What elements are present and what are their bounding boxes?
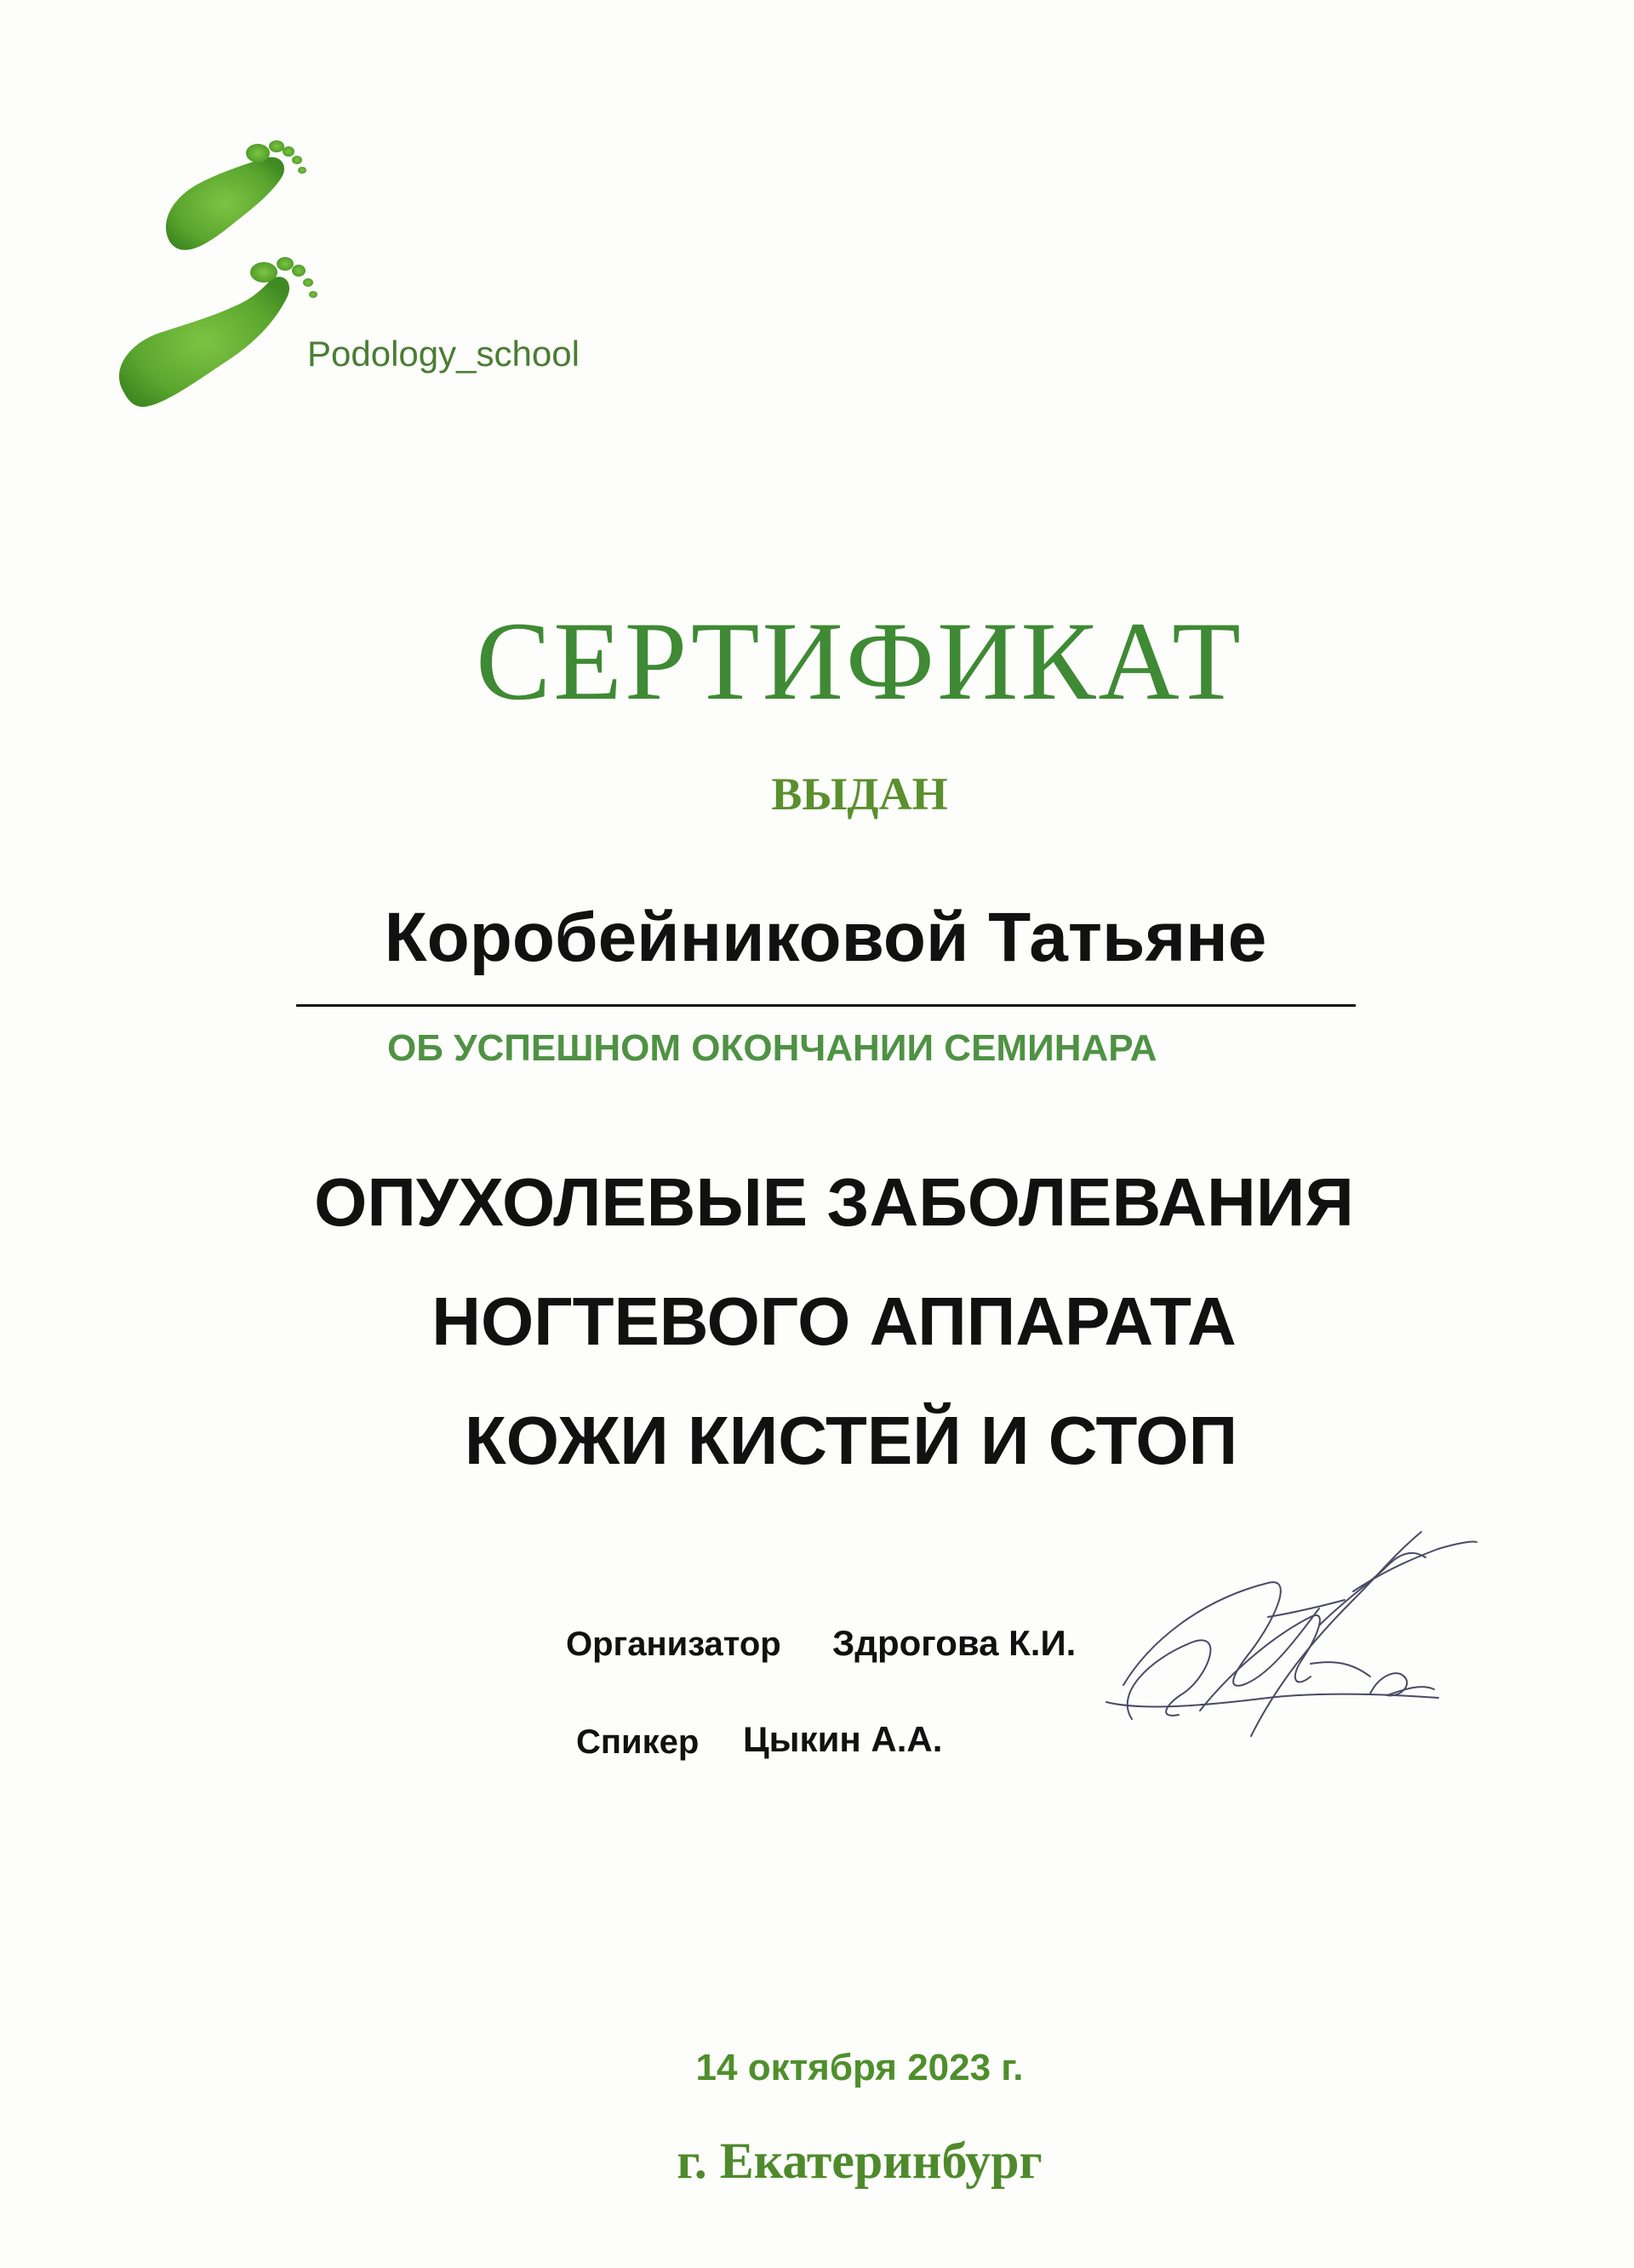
logo <box>106 119 591 426</box>
green-grass-footprints-icon <box>106 119 464 426</box>
recipient-name: Коробейниковой Татьяне <box>384 899 1267 976</box>
seminar-title-line-1: ОПУХОЛЕВЫЕ ЗАБОЛЕВАНИЯ <box>314 1164 1354 1240</box>
certificate-title: СЕРТИФИКАТ <box>476 598 1243 723</box>
completion-subtitle: ОБ УСПЕШНОМ ОКОНЧАНИИ СЕМИНАРА <box>387 1027 1157 1069</box>
speaker-name: Цыкин А.А. <box>743 1719 943 1759</box>
speaker-label: Спикер <box>576 1723 700 1761</box>
organizer-label: Организатор <box>566 1625 781 1663</box>
seminar-title-line-2: НОГТЕВОГО АППАРАТА <box>431 1283 1237 1359</box>
organizer-name: Здрогова К.И. <box>832 1623 1077 1663</box>
issued-label: ВЫДАН <box>771 768 948 820</box>
issue-date: 14 октября 2023 г. <box>695 2047 1024 2088</box>
issue-city: г. Екатеринбург <box>677 2133 1043 2189</box>
seminar-title-line-3: КОЖИ КИСТЕЙ И СТОП <box>464 1403 1238 1478</box>
logo-brand-text: Podology_school <box>307 334 580 374</box>
handwritten-signature <box>1098 1515 1481 1770</box>
recipient-underline <box>296 1004 1356 1007</box>
